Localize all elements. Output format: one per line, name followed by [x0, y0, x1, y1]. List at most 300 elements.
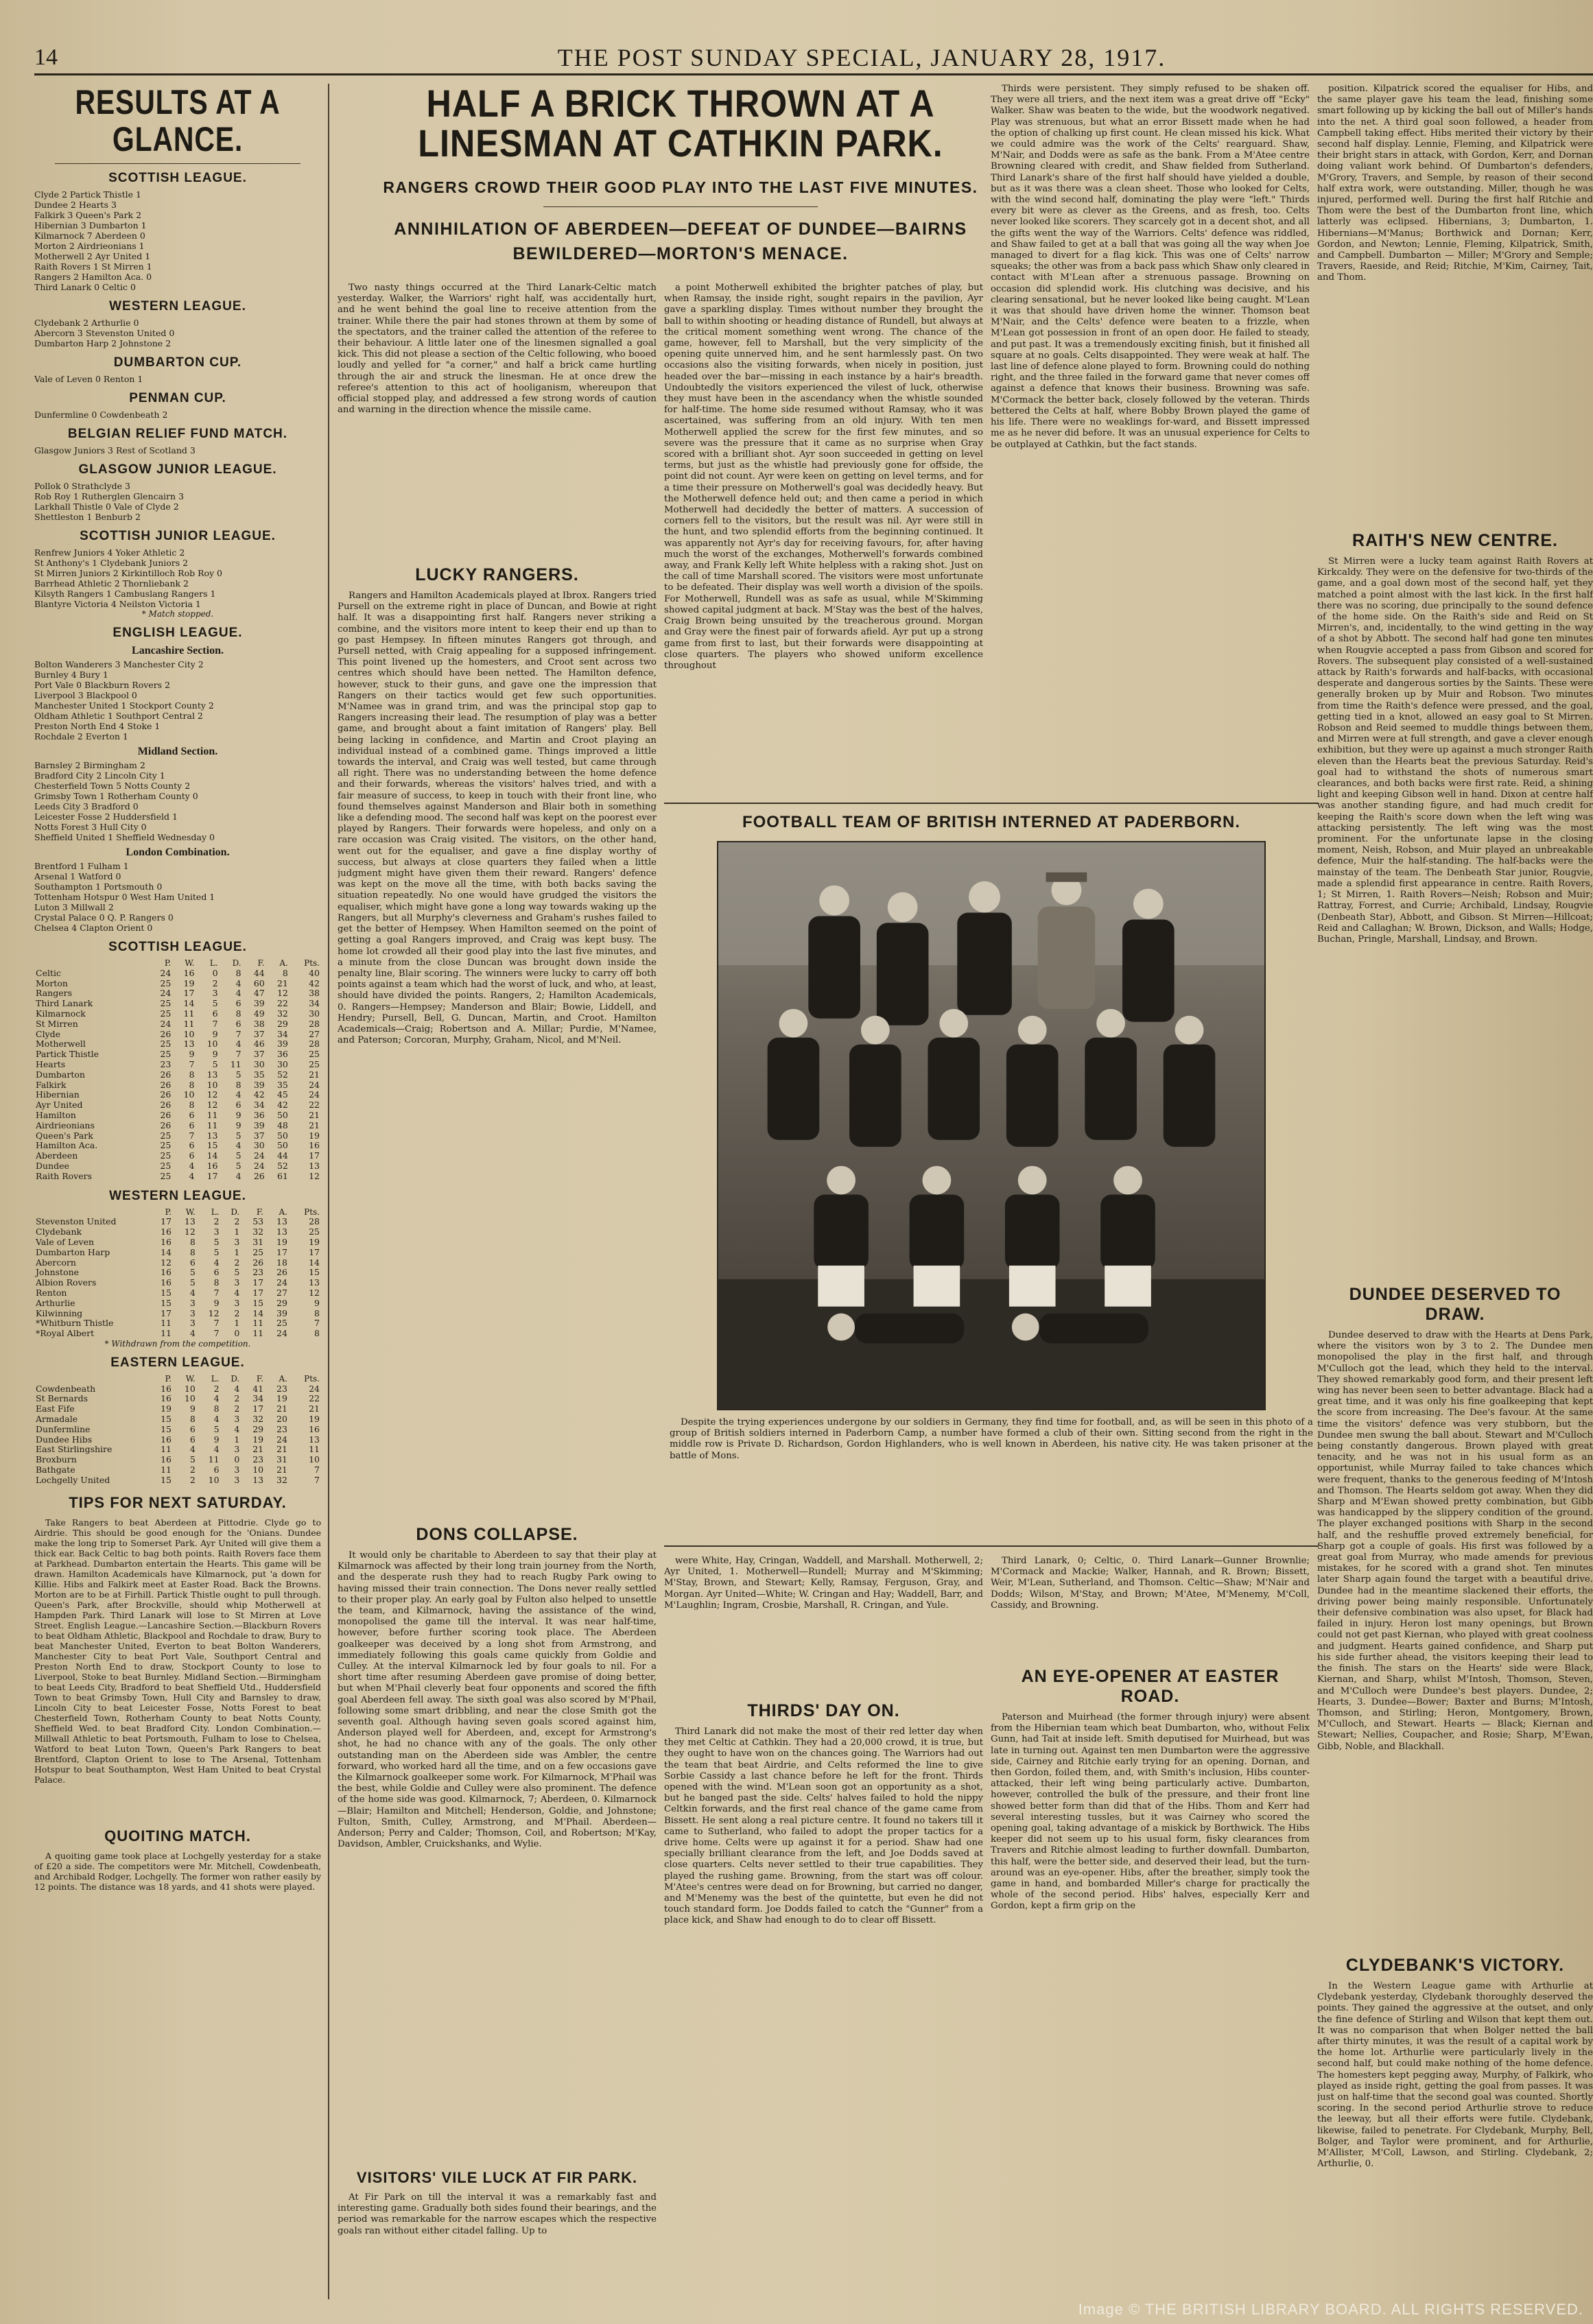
table-cell: 10	[206, 1039, 218, 1050]
banner-deck-1: RANGERS CROWD THEIR GOOD PLAY INTO THE LAST FIVE MINUTES.	[383, 178, 978, 196]
table-cell: 5	[235, 1150, 241, 1161]
table-cell: 7	[235, 1028, 241, 1039]
table-cell: 27	[276, 1287, 287, 1298]
table-cell: 13	[309, 1277, 320, 1288]
table-cell: 14	[206, 1150, 218, 1161]
table-cell: 23	[252, 1267, 264, 1278]
table-cell: 39	[253, 1119, 265, 1130]
table-cell: 9	[235, 1109, 241, 1120]
table-row	[34, 1278, 321, 1288]
result-line: Morton 2 Airdrieonians 1	[34, 241, 145, 251]
clydebank-text: In the Western League game with Arthurlie at Clydebank yesterday, Clydebank thoroughly deserved the points. They gained the aggressive at the outset, and only the fine defence of Stirling and Wilson that kept them out. It was no comparison that when Bolger netted the ball after thirty minutes, it was the result of a capital work by the home lot. Arthurlie were particularly lively in the second half, but could make nothing of the home defence. The homesters kept pegging away, Murphy, of Falkirk, who played as inside right, getting the goal from passes. It was just on half-time that the second goal was counted. Shortly scoring. In the second period Arthurlie strove to reduce the leeway, but all their efforts were futile. Clydebank, likewise, failed to penetrate. For Clydebank, Murphy, Bell, Bolger, and Taylor were prominent, and for Arthurlie, M'Allister, M'Coll, Lawson, and Stirling. Clydebank, 2; Arthurlie, 0.	[1317, 1981, 1593, 2170]
table-cell: 6	[189, 1119, 195, 1130]
table-cell: Dundee Hibs	[36, 1434, 93, 1445]
table-cell: 25	[309, 1049, 320, 1060]
table-cell: 7	[189, 1058, 195, 1069]
table-cell: 11	[309, 1444, 320, 1455]
table-cell: 4	[234, 1383, 240, 1394]
dons-collapse-text: It would only be charitable to Aberdeen to say that their play at Kilmarnock was affected by their long train journey from the North, and the desperate rush they had to reach Rugby Park owing to having missed their train connection. The Dons never really settled to their proper play. An early goal by Fulton also helped to unsettle the team, and Kilmarnock, having the assistance of the wind, monopolised the game till the interval. It was near half-time, however, before further scoring took place. The Aberdeen goalkeeper was deceived by a long shot from Armstrong, and immediately following this goals came quickly from Goldie and Culley. At the interval Kilmarnock led by four goals to nil. For a short time after resuming Aberdeen gave promise of doing better, but when M'Phail cleverly beat four opponents and scored the fifth goal Aberdeen fell away. The sixth goal was also scored by M'Phail, following some smart dribbling, and near the close Smith got the seventh goal. Although having seven goals scored against him, Anderson played well for Aberdeen, and, except for Armstrong's shot, he had no chance with any of the goals. The only other outstanding man on the Aberdeen side was Ambler, the centre forward, who worked hard all the time, and on a few occasions gave the Kilmarnock goalkeeper some work. For Kilmarnock, M'Phail was the best, while Goldie and Culley were also prominent. The defence of the home side was good. Kilmarnock, 7; Aberdeen, 0. Kilmarnock—Blair; Hamilton and Mitchell; Henderson, Goldie, and Johnstone; Fulton, Smith, Culley, Armstrong, and M'Phail. Aberdeen—Anderson; Perry and Calder; Thomson, Coil, and Robertson; M'Kay, Davidson, Ambler, Cruickshanks, and Wylie.	[338, 1550, 657, 1850]
table-cell: 17	[206, 1170, 218, 1181]
article-column-2	[338, 283, 657, 2299]
table-cell: Albion Rovers	[36, 1277, 97, 1288]
table-cell: 9	[212, 1049, 218, 1060]
table-cell: 21	[309, 1403, 320, 1414]
table-cell: 17	[252, 1403, 264, 1414]
table-cell: 21	[276, 1444, 287, 1455]
table-cell: 5	[213, 1246, 220, 1257]
table-cell: 9	[235, 1119, 241, 1130]
result-line: Clyde 2 Partick Thistle 1	[34, 189, 141, 200]
table-cell: 24	[253, 1160, 265, 1171]
table-row	[34, 1070, 321, 1080]
table-cell: 42	[309, 977, 320, 988]
table-cell: 32	[252, 1414, 264, 1425]
table-cell: 37	[253, 1028, 265, 1039]
table-cell: 3	[213, 1226, 220, 1237]
result-line: Third Lanark 0 Celtic 0	[34, 282, 136, 292]
table-cell: 21	[276, 1465, 287, 1475]
result-line: Chelsea 4 Clapton Orient 0	[34, 923, 153, 933]
table-cell: 7	[213, 1287, 220, 1298]
table-cell: 22	[309, 1100, 320, 1111]
table-cell: 26	[276, 1267, 287, 1278]
table-cell: 16	[309, 1140, 320, 1151]
table-cell: 29	[276, 1297, 287, 1308]
table-row	[34, 969, 321, 979]
table-cell: 10	[309, 1454, 320, 1465]
glasgow-junior-results	[34, 481, 321, 522]
table-cell: 13	[206, 1130, 218, 1141]
belgian-relief-results	[34, 445, 321, 455]
table-cell: 8	[235, 1008, 241, 1019]
results-column	[34, 84, 329, 2299]
tips-heading: TIPS FOR NEXT SATURDAY.	[69, 1493, 287, 1511]
table-cell: 19	[252, 1434, 264, 1445]
table-header-cell: Pts.	[304, 958, 320, 968]
table-cell: 4	[235, 977, 241, 988]
table-cell: 16	[309, 1423, 320, 1434]
table-row	[34, 1151, 321, 1161]
table-cell: 26	[160, 1028, 172, 1039]
table-cell: Lochgelly United	[36, 1474, 110, 1485]
table-cell: 6	[235, 1100, 241, 1111]
results-heading: RESULTS AT A GLANCE.	[75, 84, 281, 158]
table-cell: 48	[276, 1119, 288, 1130]
result-line: Bolton Wanderers 3 Manchester City 2	[34, 659, 204, 669]
table-cell: 4	[189, 1160, 195, 1171]
table-cell: 3	[212, 988, 218, 999]
table-cell: 28	[309, 1018, 320, 1029]
table-cell: Dunfermline	[36, 1423, 91, 1434]
result-line: Brentford 1 Fulham 1	[34, 861, 129, 871]
section-title: DUMBARTON CUP.	[113, 355, 242, 370]
tips-text: Take Rangers to beat Aberdeen at Pittodrie. Clyde go to Airdrie. This should be good enough for the 'Onians. Dundee make the long trip to Somerset Park. Ayr United will give them a thick ear. Back Celtic to bag both points. Raith Rovers face them at Parkhead. Dumbarton entertain the Hearts. This game will be drawn. Hamilton Academicals have Kilmarnock, put 'a down for Killie. Hibs and Falkirk meet at Easter Road. Back the Browns. Morton are to be at Firhill. Partick Thistle ought to pull through. Queen's Park, after Brockville, should whip Motherwell at Hampden Park. Third Lanark will lose to St Mirren at Love Street. English League.—Lancashire Section.—Blackburn Rovers to beat Oldham Athletic, Blackpool and Rochdale to draw, Bury to beat Manchester United, Everton to beat Bolton Wanderers, Manchester City to beat Port Vale, Southport Central and Preston North End to draw, Stockport County to lose to Liverpool, Stoke to beat Burnley. Midland Section.—Birmingham to beat Leeds City, Bradford to beat Sheffield Utd., Huddersfield Town to beat Grimsby Town, Hull City and Barnsley to draw, Lincoln City to beat Leicester Fosse, Notts Forest to beat Chesterfield Town, Rotherham County to beat Notts County, Sheffield Wed. to beat Bradford City. London Combination.—Millwall Athletic to beat Portsmouth, Fulham to lose to Chelsea, Watford to beat Luton Town, Queen's Park Rangers to beat Brentford, Clapton Orient to lose to The Arsenal, Tottenham Hotspur to beat Southampton, West Ham United to beat Crystal Palace.	[34, 1517, 321, 1785]
table-cell: 4	[213, 1257, 220, 1268]
table-header-cell: D.	[231, 1373, 240, 1384]
table-cell: 8	[189, 1414, 196, 1425]
team-photo-image	[718, 842, 1264, 1409]
image-credit: Image © THE BRITISH LIBRARY BOARD. ALL RIGHTS RESERVED.	[1078, 2301, 1583, 2318]
table-cell: 6	[189, 1150, 195, 1161]
table-cell: 5	[212, 1058, 218, 1069]
table-cell: 2	[234, 1403, 240, 1414]
raith-text: St Mirren were a lucky team against Raith Rovers at Kirkcaldy. They were on the defensive for two-thirds of the game, and a goal down most of the second half, yet they matched a point almost with the last kick. In the first half there was no scoring, due principally to the sound defence of the home side. On the Raith's side and Reid on St Mirren's, and, incidentally, to the wind getting in the way of a shot by Abbott. The second half had gone ten minutes when Rougvie accepted a pass from Gibson and scored for Rovers. The subsequent play consisted of a well-sustained attack by Raith's forwards and half-backs, with occasional desperate and dangerous sorties by the Saints. These were generally broken up by Muir and Robson. Two minutes from time the Raith's defence were pressed, and the goal, getting tied in a knot, allowed an easy goal to St Mirren. Robson and Reid seemed to muddle things between them, and Mirren were at full strength, and gave a clever enough exhibition, but they were up against a much stronger Raith eleven than the Hearts beat the previous Saturday. Reid's goal had to withstand the shots of numerous smart clearances, and both backs were first rate. Reid, a shining light and keeping Gibson well in hand. Dixon at centre half was another standing figure, and had much credit for keeping the Raith's score down when the left wing was attacking persistently. The left wing was the most prominent. For the unfortunate lapse in the closing moment, Neish, Robson, and Muir played an unbreakable defence, Muir the half-standing. The half-backs were the mainstay of the team. The Denbeath Star junior, Rougvie, made a splendid first appearance in centre. Raith Rovers, 1; St Mirren, 1. Raith Rovers—Neish; Robson and Muir; Rattray, Forrest, and Currie; Archibald, Lindsay, Rougvie (Denbeath Star), Abbott, and Gibson. St Mirren—Hillcoat; Reid and Callaghan; W. Brown, Dickson, and Walls; Hodge, Buchan, Pringle, Marshall, Lindsay, and Brown.	[1317, 556, 1593, 945]
table-row	[34, 1414, 321, 1425]
scottish-league-results	[34, 189, 321, 292]
table-cell: 20	[276, 1414, 287, 1425]
footnote: * Match stopped.	[141, 609, 214, 619]
result-line: Falkirk 3 Queen's Park 2	[34, 210, 142, 220]
result-line: Sheffield United 1 Sheffield Wednesday 0	[34, 832, 215, 842]
table-row	[34, 1425, 321, 1435]
table-cell: Abercorn	[36, 1257, 76, 1268]
table-row	[34, 1121, 321, 1131]
table-cell: 30	[276, 1058, 288, 1069]
table-cell: 50	[276, 1109, 288, 1120]
table-cell: 6	[235, 1018, 241, 1029]
table-header-cell: P.	[164, 958, 172, 968]
table-cell: 2	[189, 1465, 196, 1475]
table-cell: 4	[189, 1170, 195, 1181]
table-cell: 10	[208, 1474, 220, 1485]
table-cell: 38	[309, 988, 320, 999]
table-row	[34, 1237, 321, 1248]
table-cell: 8	[314, 1328, 320, 1339]
table-row	[34, 1465, 321, 1475]
table-cell: 24	[160, 967, 172, 978]
table-cell: 24	[309, 1079, 320, 1090]
table-header-cell: L.	[211, 1207, 220, 1217]
table-cell: 11	[206, 1109, 218, 1120]
table-cell: 13	[252, 1474, 264, 1485]
table-cell: 24	[276, 1328, 287, 1339]
table-row	[34, 1318, 321, 1329]
table-row	[34, 1475, 321, 1486]
table-cell: 14	[183, 998, 195, 1009]
scottish-junior-results	[34, 547, 321, 609]
table-cell: 3	[189, 1307, 196, 1318]
table-cell: 11	[252, 1328, 264, 1339]
eye-opener-heading: AN EYE-OPENER AT EASTER ROAD.	[1021, 1667, 1279, 1706]
table-cell: 24	[309, 1383, 320, 1394]
masthead-title: THE POST SUNDAY SPECIAL, JANUARY 28, 1917.	[557, 43, 1166, 71]
table-row	[34, 1288, 321, 1299]
table-cell: 3	[234, 1277, 240, 1288]
table-cell: Dumbarton	[36, 1069, 85, 1080]
table-cell: Hibernian	[36, 1089, 80, 1100]
table-cell: 29	[276, 1018, 288, 1029]
table-header-cell: W.	[185, 1207, 196, 1217]
table-cell: 36	[253, 1109, 265, 1120]
table-cell: 26	[253, 1170, 265, 1181]
table-cell: 1	[234, 1226, 240, 1237]
table-cell: 7	[235, 1049, 241, 1060]
table-header-cell: A.	[279, 1207, 287, 1217]
table-cell: 15	[161, 1474, 172, 1485]
thirds-day-text: Third Lanark did not make the most of their red letter day when they met Celtic at Cathkin. They had a 20,000 crowd, it is true, but they ought to have won on the chances going. The Warriors had out the team that beat Airdrie, and Celts reformed the line to give Sorbie Cassidy a last chance before he left for the front. Thirds opened with the wind. M'Lean soon got an opportunity as a shot, but he banged past the side. Celts' halves failed to hold the nippy Celtkin forwards, and the first real chance of the game came from Bissett. He sent along a real picture centre. It found no takers till it came to Sutherland, who failed to adopt the proper tactics for a drive home. Celts were up against it for a period. Shaw had one specially brilliant clearance from the left, and Joe Dodds saved at close quarters. Celts never settled to their true capabilities. They played the rushing game. Browning, from the start was off colour. M'Atee's centres were dead on for Browning, but carried no danger, and M'Menemy was the best of the quintette, but even he did not touch standard form. Joe Dodds failed to catch the "Gunner" from a place kick, and Shaw had enough to do to clear off Bissett.	[664, 1727, 983, 1926]
table-cell: 22	[309, 1393, 320, 1404]
table-cell: 19	[309, 1414, 320, 1425]
table-cell: 44	[276, 1150, 288, 1161]
section-title: SCOTTISH JUNIOR LEAGUE.	[80, 529, 276, 543]
table-cell: 32	[276, 1008, 288, 1019]
table-row	[34, 1268, 321, 1278]
table-cell: 16	[161, 1226, 172, 1237]
table-cell: 5	[234, 1267, 240, 1278]
table-cell: Kilwinning	[36, 1307, 83, 1318]
table-cell: 5	[235, 1160, 241, 1171]
table-row	[34, 1445, 321, 1455]
table-cell: 10	[206, 1079, 218, 1090]
table-header-cell: F.	[256, 1373, 264, 1384]
table-header-cell	[34, 1374, 149, 1384]
table-cell: 39	[253, 998, 265, 1009]
lucky-rangers-heading: LUCKY RANGERS.	[415, 565, 579, 584]
table-cell: 4	[235, 1170, 241, 1181]
table-cell: 1	[234, 1246, 240, 1257]
result-line: St Anthony's 1 Clydebank Juniors 2	[34, 558, 189, 568]
table-cell: 17	[161, 1307, 172, 1318]
table-cell: 15	[252, 1297, 264, 1308]
table-cell: 25	[160, 1160, 172, 1171]
table-cell: 4	[235, 988, 241, 999]
table-cell: 5	[189, 1454, 196, 1465]
table-cell: 4	[189, 1444, 196, 1455]
table-cell: 3	[234, 1414, 240, 1425]
table-cell: 25	[160, 1170, 172, 1181]
table-cell: 2	[234, 1257, 240, 1268]
table-row	[34, 1131, 321, 1141]
table-cell: 7	[213, 1318, 220, 1329]
result-line: Glasgow Juniors 3 Rest of Scotland 3	[34, 445, 196, 455]
table-cell: 7	[314, 1318, 320, 1329]
result-line: Burnley 4 Bury 1	[34, 669, 108, 680]
table-cell: 9	[212, 1028, 218, 1039]
table-cell: 47	[253, 988, 265, 999]
table-header-cell: P.	[165, 1207, 172, 1217]
table-cell: 5	[235, 1069, 241, 1080]
table-cell: 16	[161, 1393, 172, 1404]
result-line: Luton 3 Millwall 2	[34, 902, 114, 912]
table-header-cell: D.	[232, 958, 241, 968]
table-cell: 21	[309, 1109, 320, 1120]
table-cell: Hamilton	[36, 1109, 76, 1120]
table-cell: 4	[234, 1287, 240, 1298]
table-cell: 6	[235, 998, 241, 1009]
table-cell: 45	[276, 1089, 288, 1100]
result-line: Kilsyth Rangers 1 Cambuslang Rangers 1	[34, 589, 216, 599]
table-cell: 38	[253, 1018, 265, 1029]
table-cell: 13	[184, 1216, 196, 1227]
result-line: Bradford City 2 Lincoln City 1	[34, 770, 165, 781]
motherwell-lineups-text: were White, Hay, Cringan, Waddell, and Marshall. Motherwell, 2; Ayr United, 1. Motherwell—Rundell; Murray and M'Skimming; M'Stay, Brown, and Stewart; Kelly, Ramsay, Ferguson, Gray, and Morgan. Ayr United—White; W. Cringan and Hay; Waddell, Barr, and M'Laughlin; Ingram, Crosbie, Marshall, R. Cringan, and Yule.	[664, 1556, 983, 1611]
table-cell: 17	[183, 988, 195, 999]
table-cell: Vale of Leven	[36, 1236, 95, 1247]
table-cell: 26	[252, 1257, 264, 1268]
article-column-3-bottom	[664, 1556, 983, 2303]
table-cell: 34	[253, 1100, 265, 1111]
table-cell: Falkirk	[36, 1079, 67, 1090]
table-cell: 46	[253, 1039, 265, 1050]
table-cell: 26	[160, 1069, 172, 1080]
table-cell: 25	[160, 1039, 172, 1050]
table-cell: St Mirren	[36, 1018, 78, 1029]
table-header-cell: P.	[165, 1373, 172, 1384]
table-row	[34, 1217, 321, 1227]
table-cell: 16	[161, 1236, 172, 1247]
table-cell: 25	[160, 998, 172, 1009]
result-line: Larkhall Thistle 0 Vale of Clyde 2	[34, 501, 179, 512]
table-cell: 26	[160, 1100, 172, 1111]
table-cell: 61	[276, 1170, 288, 1181]
table-cell: Airdrieonians	[36, 1119, 95, 1130]
table-row	[34, 1080, 321, 1091]
table-cell: 3	[234, 1474, 240, 1485]
table-header-cell: Pts.	[304, 1373, 320, 1384]
result-line: Oldham Athletic 1 Southport Central 2	[34, 711, 203, 721]
section-title: WESTERN LEAGUE.	[109, 1188, 246, 1203]
thirds-report-text: Thirds were persistent. They simply refused to be shaken off. They were all triers, and the next item was a great drive off "Ecky" Walker. Shaw was beaten to the wide, but the woodwork negatived. Play was strenuous, but what an error Bissett made when he had the option of chalking up first count. He clean missed his kick. What we could admire was the work of the Celts' rearguard. Shaw, M'Nair, and Dodds were as safe as the bank. From a M'Atee centre Browning cleared with credit, and Shaw fielded from Sutherland. Third Lanark's share of the first half should have yielded a double, but as it was there was a clean sheet. Those who looked for Celts, with the wind second half, dominating the play were "left." Thirds every bit were as clever as the Greens, and as fresh, too. Celts never looked like scorers. They scarcely got in a decent shot, and all the gifts went the way of the Warriors. Celts' defence was riddled, and Shaw failed to get at a ball that was going all the way when Joe managed to divert for a flag kick. This was one of Celts' narrow squeaks; the other was from a back pass which Shaw only cleared in contact with M'Lean after a strenuous passage. Browning on occasion did splendid work. His clutching was decisive, and his clearing sensational, but he never looked like being caught. M'Lean it was that should have driven home the winner. Thomson beat M'Nair, and the Celts' defence were beaten to a frizzle, when M'Lean got possession in front of an open door. He failed to steady, and put past. It was a tremendously exciting finish, but it finished all square at no goals. Celts disappointed. They were weak at half. The last line of defence alone played to form. Browning could do nothing right, and the three failed in the forward game that never comes off against a defence that knows their business. Browning was safe. M'Cormack the better back, closely followed by the veteran. Thirds bettered the Celts at half, where Bobby Brown played the game of his life. There were no weaklings for-ward, and Bissett impressed me as he never did before. It was an unusual experience for Celts to be outplayed at Cathkin, but the fact stands.	[991, 84, 1310, 450]
table-cell: 4	[235, 1089, 241, 1100]
table-row	[34, 979, 321, 989]
table-cell: 4	[213, 1444, 220, 1455]
table-cell: 11	[161, 1328, 172, 1339]
table-cell: 32	[276, 1474, 287, 1485]
motherwell-report-text: a point Motherwell exhibited the brighter patches of play, but when Ramsay, the inside right, sought repairs in the pavilion, Ayr gave a sparkling display. Times without number they brought the ball to within shooting or heading distance of Rundell, but always at the critical moment something went wrong. The chance of the game, however, fell to Marshall, but the very simplicity of the opening quite unnerved him, and he sent harmlessly past. On two occasions also the visiting forwards, when nicely in position, just headed over the bar—missing in each instance by a hair's breadth. Undoubtedly the visitors experienced the vilest of luck, otherwise they must have been in the ascendancy when the whistle sounded for half-time. The home side resumed without Ramsay, who it was ascertained, was suffering from an old injury. With ten men Motherwell applied the screw for the first few minutes, and so severe was the pressure that it came as no surprise when Gray scored with a brilliant shot. Ayr soon succeeded in getting on level terms, but just as the whistle had previously gone for offside, the point did not count. Ayr were keen on getting on level terms, and for a time their pressure on Motherwell's goal was decidedly heavy. But the Motherwell defence held out; and then came a period in which Motherwell had decidedly the better of matters. A succession of corners fell to the visitors, but the result was nil. Ayr were still in the hunt, and two splendid efforts from the beginning continued. It was apparently not Ayr's day for receiving favours, for, after having much the worst of the exchanges, Motherwell's forwards combined away, and Frank Kelly left White helpless with a raking shot. Just on the call of time Marshall scored. The visitors were most unfortunate to be defeated. Their display was well worth a division of the spoils. For Motherwell, Rundell was as safe as usual, while M'Skimming showed capital judgment at back. M'Stay was the best of the halves, Craig Brown being unsuited by the treacherous ground. Morgan and Gray were the finest pair of forwards afield. Ayr put up a strong game from first to last, but their forwards were disappointing at close quarters. The players who showed uniform excellence throughout	[664, 283, 983, 671]
subsection-title: Midland Section.	[137, 746, 218, 757]
result-line: Rob Roy 1 Rutherglen Glencairn 3	[34, 491, 184, 501]
result-line: Liverpool 3 Blackpool 0	[34, 690, 137, 700]
table-cell: 8	[282, 967, 288, 978]
table-cell: 12	[309, 1170, 320, 1181]
table-cell: 11	[208, 1454, 220, 1465]
table-cell: 24	[253, 1150, 265, 1161]
table-cell: 36	[276, 1049, 288, 1060]
table-cell: 34	[276, 1028, 288, 1039]
table-cell: 10	[184, 1393, 196, 1404]
table-cell: 17	[252, 1287, 264, 1298]
article-column-3-top	[664, 283, 983, 794]
table-header-cell	[34, 1207, 149, 1218]
result-line: Rochdale 2 Everton 1	[34, 731, 128, 742]
table-cell: 8	[213, 1403, 220, 1414]
table-cell: 12	[184, 1226, 196, 1237]
table-cell: 6	[189, 1423, 196, 1434]
table-cell: *Royal Albert	[36, 1328, 95, 1339]
table-cell: East Stirlingshire	[36, 1444, 113, 1455]
table-cell: 19	[161, 1403, 172, 1414]
table-cell: 31	[276, 1454, 287, 1465]
table-cell: 5	[213, 1423, 220, 1434]
table-cell: 24	[160, 1018, 172, 1029]
table-cell: 4	[234, 1423, 240, 1434]
dons-collapse-heading: DONS COLLAPSE.	[416, 1525, 578, 1544]
table-cell: 28	[309, 1039, 320, 1050]
banner-headline-block	[338, 84, 1024, 272]
table-row	[34, 1111, 321, 1121]
table-cell: 25	[160, 1008, 172, 1019]
dundee-heading: DUNDEE DESERVED TO DRAW.	[1349, 1285, 1561, 1324]
section-title: GLASGOW JUNIOR LEAGUE.	[78, 462, 277, 477]
table-row	[34, 1030, 321, 1040]
table-row	[34, 1161, 321, 1172]
table-header-cell: L.	[209, 958, 218, 968]
result-line: Preston North End 4 Stoke 1	[34, 721, 161, 731]
table-cell: 17	[309, 1246, 320, 1257]
table-cell: 13	[183, 1039, 195, 1050]
table-cell: 8	[189, 1246, 196, 1257]
table-cell: 5	[235, 1130, 241, 1141]
table-header-cell	[34, 958, 149, 969]
table-row	[34, 1141, 321, 1151]
table-header-cell: A.	[279, 1373, 287, 1384]
table-cell: 13	[206, 1069, 218, 1080]
table-cell: 3	[234, 1465, 240, 1475]
table-row	[34, 1009, 321, 1019]
table-cell: 13	[276, 1216, 287, 1227]
table-row	[34, 1329, 321, 1339]
table-cell: 25	[160, 977, 172, 988]
table-row	[34, 1299, 321, 1309]
table-cell: 2	[213, 1383, 220, 1394]
result-line: Barrhead Athletic 2 Thornliebank 2	[34, 578, 189, 589]
table-cell: 21	[309, 1119, 320, 1130]
table-header-cell: F.	[256, 1207, 264, 1217]
table-cell: St Bernards	[36, 1393, 88, 1404]
table-cell: 39	[276, 1307, 287, 1318]
table-cell: 15	[161, 1297, 172, 1308]
result-line: Abercorn 3 Stevenston United 0	[34, 328, 175, 338]
table-cell: 21	[276, 977, 288, 988]
table-cell: 30	[253, 1140, 265, 1151]
table-cell: 6	[189, 1109, 195, 1120]
table-cell: 11	[183, 1018, 195, 1029]
table-cell: 2	[234, 1307, 240, 1318]
table-cell: 24	[160, 988, 172, 999]
table-cell: 9	[314, 1297, 320, 1308]
table-cell: 10	[184, 1383, 196, 1394]
table-cell: 39	[276, 1039, 288, 1050]
result-line: Motherwell 2 Ayr United 1	[34, 251, 151, 261]
table-cell: 13	[309, 1160, 320, 1171]
table-cell: 5	[189, 1267, 196, 1278]
table-cell: Renton	[36, 1287, 67, 1298]
table-cell: 4	[213, 1414, 220, 1425]
table-cell: 19	[276, 1393, 287, 1404]
table-cell: Third Lanark	[36, 998, 93, 1009]
table-cell: Stevenston United	[36, 1216, 117, 1227]
article-column-4-top	[991, 84, 1310, 797]
table-cell: 16	[206, 1160, 218, 1171]
table-cell: 21	[309, 1069, 320, 1080]
divider	[55, 163, 300, 164]
result-line: Grimsby Town 1 Rotherham County 0	[34, 791, 198, 801]
table-cell: 19	[276, 1236, 287, 1247]
result-line: Hibernian 3 Dumbarton 1	[34, 220, 147, 230]
table-cell: 15	[161, 1414, 172, 1425]
divider	[543, 206, 818, 207]
table-cell: Morton	[36, 977, 68, 988]
result-line: Notts Forest 3 Hull City 0	[34, 822, 147, 832]
table-cell: 6	[189, 1434, 196, 1445]
table-cell: 2	[212, 977, 218, 988]
table-cell: Rangers	[36, 988, 72, 999]
table-row	[34, 1435, 321, 1445]
table-cell: 0	[234, 1328, 240, 1339]
table-cell: 17	[276, 1246, 287, 1257]
table-cell: 23	[252, 1454, 264, 1465]
article-column-5	[1317, 84, 1593, 2306]
